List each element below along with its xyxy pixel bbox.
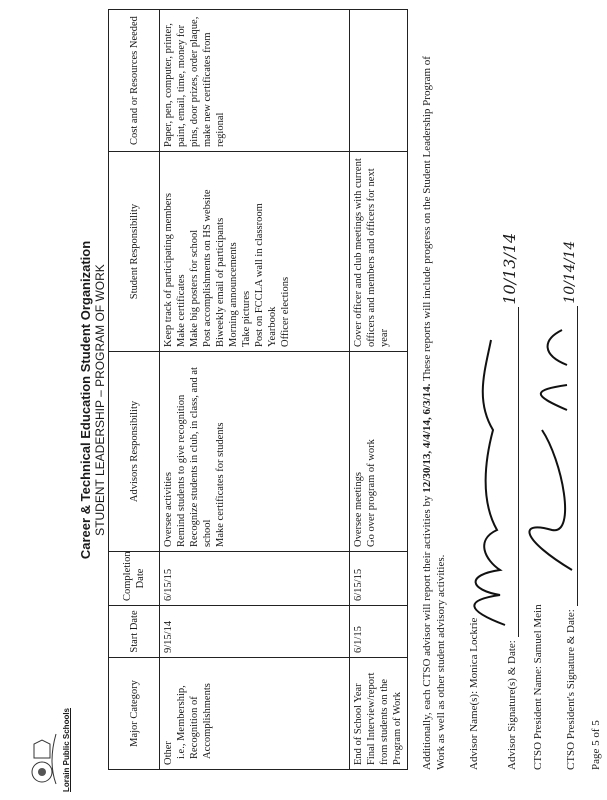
student-item: Keep track of participating members [163,193,174,347]
cost-item: Paper, pen, computer, printer, paint, email, time, money for pins, door prizes, order plaque, make new certificates from regional [163,16,226,147]
col-header-start-date: Start Date [109,606,160,658]
note-text-before: Additionally, each CTSO advisor will report their activities by [421,492,433,770]
col-header-completion-date: Completion Date [109,552,160,606]
table-row [350,10,408,770]
president-signature-date: 10/14/14 [562,240,578,304]
note-dates: 12/30/13, 4/4/14, 6/3/14. [421,383,433,493]
student-item: Take pictures [241,290,252,347]
president-signature-label: CTSO President's Signature & Date: [565,609,577,770]
header-title: Career & Technical Education Student Organization [78,240,93,560]
col-header-student-responsibility: Student Responsibility [109,152,160,352]
student-item: Cover officer and club meetings with current officers and members and officers for next year [353,158,390,347]
cell-advisor [160,352,350,552]
student-item: Post on FCCLA wall in classroom [254,203,265,347]
cell-category [350,658,408,770]
col-header-major-category: Major Category [109,658,160,770]
president-name-label: CTSO President Name: [532,666,544,770]
cell-start-date: 9/15/14 [160,606,350,658]
col-header-advisors-responsibility: Advisors Responsibility [109,352,160,552]
advisor-name-label: Advisor Name(s): [468,690,480,770]
cell-start-date: 6/1/15 [350,606,408,658]
advisor-item: Oversee activities [163,472,174,547]
table-header-row [109,10,160,770]
cell-category [160,658,350,770]
president-name-row [532,604,544,770]
category-title: End of School Year Final Interview/report from students on the Program of Work [353,672,403,765]
cell-student [160,152,350,352]
page-header [78,0,107,800]
cell-advisor [350,352,408,552]
advisor-signature-icon [455,270,515,630]
advisor-item: Remind students to give recognition [176,394,187,547]
student-item: Make certificates [176,274,187,347]
advisor-item: Oversee meetings [353,472,364,547]
table-row [160,10,350,770]
student-item: Biweekly email of participants [215,217,226,347]
president-name-value: Samuel Mein [532,604,544,664]
cell-student [350,152,408,352]
student-item: Officer elections [280,276,291,347]
cell-completion-date: 6/15/15 [160,552,350,606]
advisor-name-value: Monica Lockrie [468,617,480,689]
category-detail: i.e., Membership, Recognition of Accomplishments [176,683,213,759]
reporting-note [420,50,448,770]
advisor-item: Go over program of work [366,439,377,547]
student-item: Make big posters for school [189,229,200,347]
advisor-signature-date: 10/13/14 [500,232,519,305]
advisor-name-row [468,618,480,770]
student-item: Morning announcements [228,242,239,347]
note-text-after: These reports will include progress on the Student Leadership Program of Work as well as other student advisory activities. [421,56,447,770]
page-number: Page 5 of 5 [590,720,602,770]
cell-cost [350,10,408,152]
category-title: Other [163,741,174,765]
advisor-item: Recognize students in club, in class, and at school [189,367,213,547]
student-item: Yearbook [267,306,278,347]
advisor-item: Make certificates for students [215,422,226,547]
cell-cost [160,10,350,152]
school-logo-icon [20,726,66,792]
program-of-work-table [108,9,408,770]
header-subtitle: STUDENT LEADERSHIP – PROGRAM OF WORK [93,264,107,536]
logo-text: Lorain Public Schools [62,707,71,792]
student-item: Post accomplishments on HS website [202,189,213,347]
cell-completion-date: 6/15/15 [350,552,408,606]
advisor-signature-label: Advisor Signature(s) & Date: [506,640,518,770]
col-header-cost-resources: Cost and or Resources Needed [109,10,160,152]
president-signature-icon [512,260,582,580]
